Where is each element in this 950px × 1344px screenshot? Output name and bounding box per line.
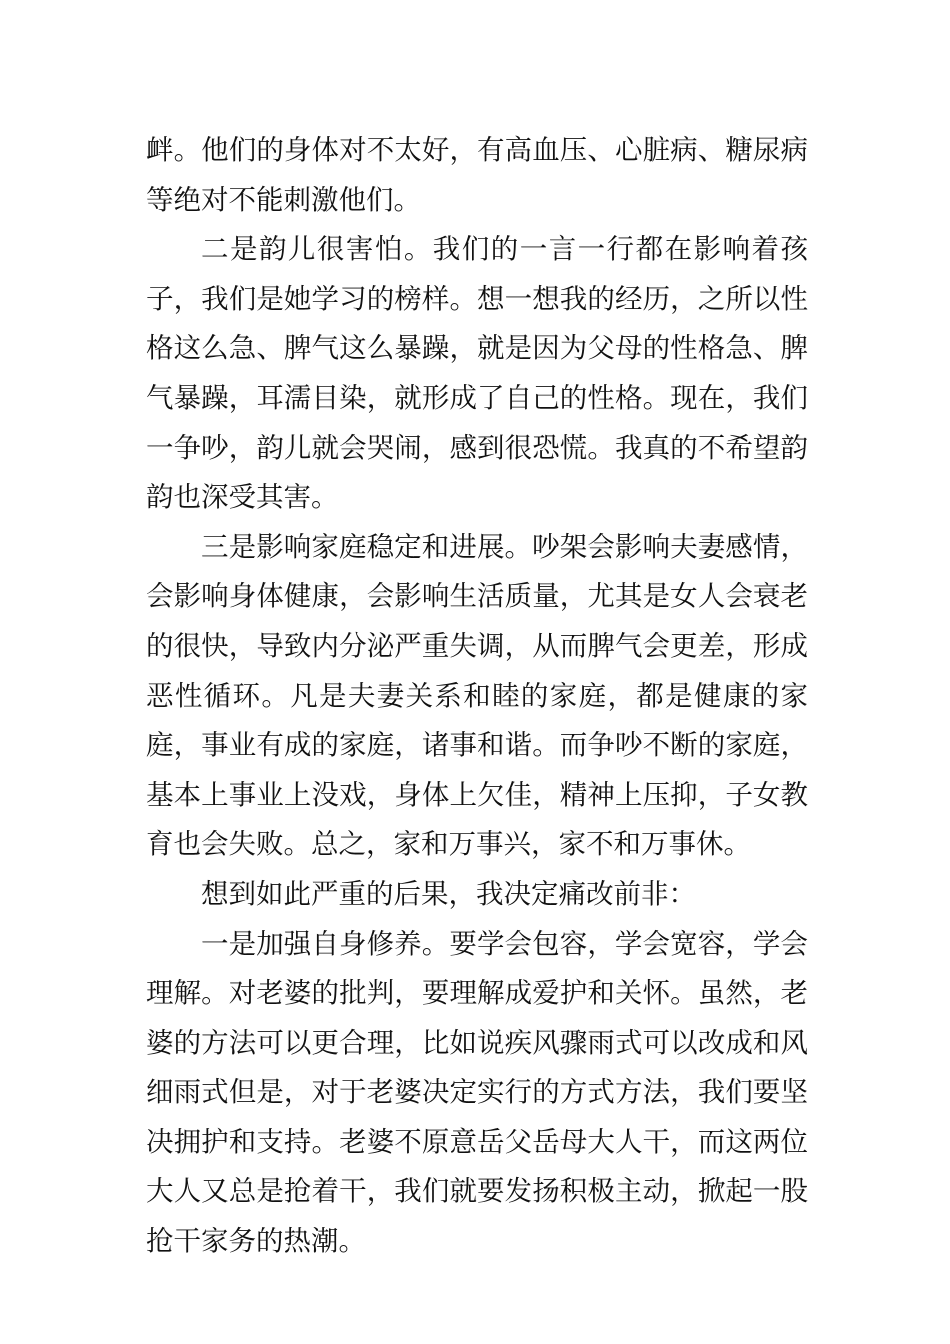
paragraph-resolution-intro: 想到如此严重的后果，我决定痛改前非：	[201, 877, 696, 910]
paragraph-continued: 衅。他们的身体对不太好，有高血压、心脏病、糖尿病等绝对不能刺激他们。	[146, 134, 808, 216]
paragraph-reason-three: 三是影响家庭稳定和进展。吵架会影响夫妻感情，会影响身体健康，会影响生活质量，尤其是女人会衰老的很快，导致内分泌严重失调，从而脾气会更差，形成恶性循环。凡是夫妻关系和睦的家庭，都是健康的家庭，事业有成的家庭，诸事和谐。而争吵不断的家庭，基本上事业上没戏，身体上欠佳，精神上压抑，子女教育也会失败。总之，家和万事兴，家不和万事休。	[146, 530, 808, 861]
document-body	[146, 126, 808, 1267]
paragraph-resolution-one: 一是加强自身修养。要学会包容，学会宽容，学会理解。对老婆的批判，要理解成爱护和关怀。虽然，老婆的方法可以更合理，比如说疾风骤雨式可以改成和风细雨式但是，对于老婆决定实行的方式方法，我们要坚决拥护和支持。老婆不原意岳父岳母大人干，而这两位大人又总是抢着干，我们就要发扬积极主动，掀起一股抢干家务的热潮。	[146, 927, 808, 1258]
paragraph-reason-two: 二是韵儿很害怕。我们的一言一行都在影响着孩子，我们是她学习的榜样。想一想我的经历，之所以性格这么急、脾气这么暴躁，就是因为父母的性格急、脾气暴躁，耳濡目染，就形成了自己的性格。现在，我们一争吵，韵儿就会哭闹，感到很恐慌。我真的不希望韵韵也深受其害。	[146, 233, 808, 514]
